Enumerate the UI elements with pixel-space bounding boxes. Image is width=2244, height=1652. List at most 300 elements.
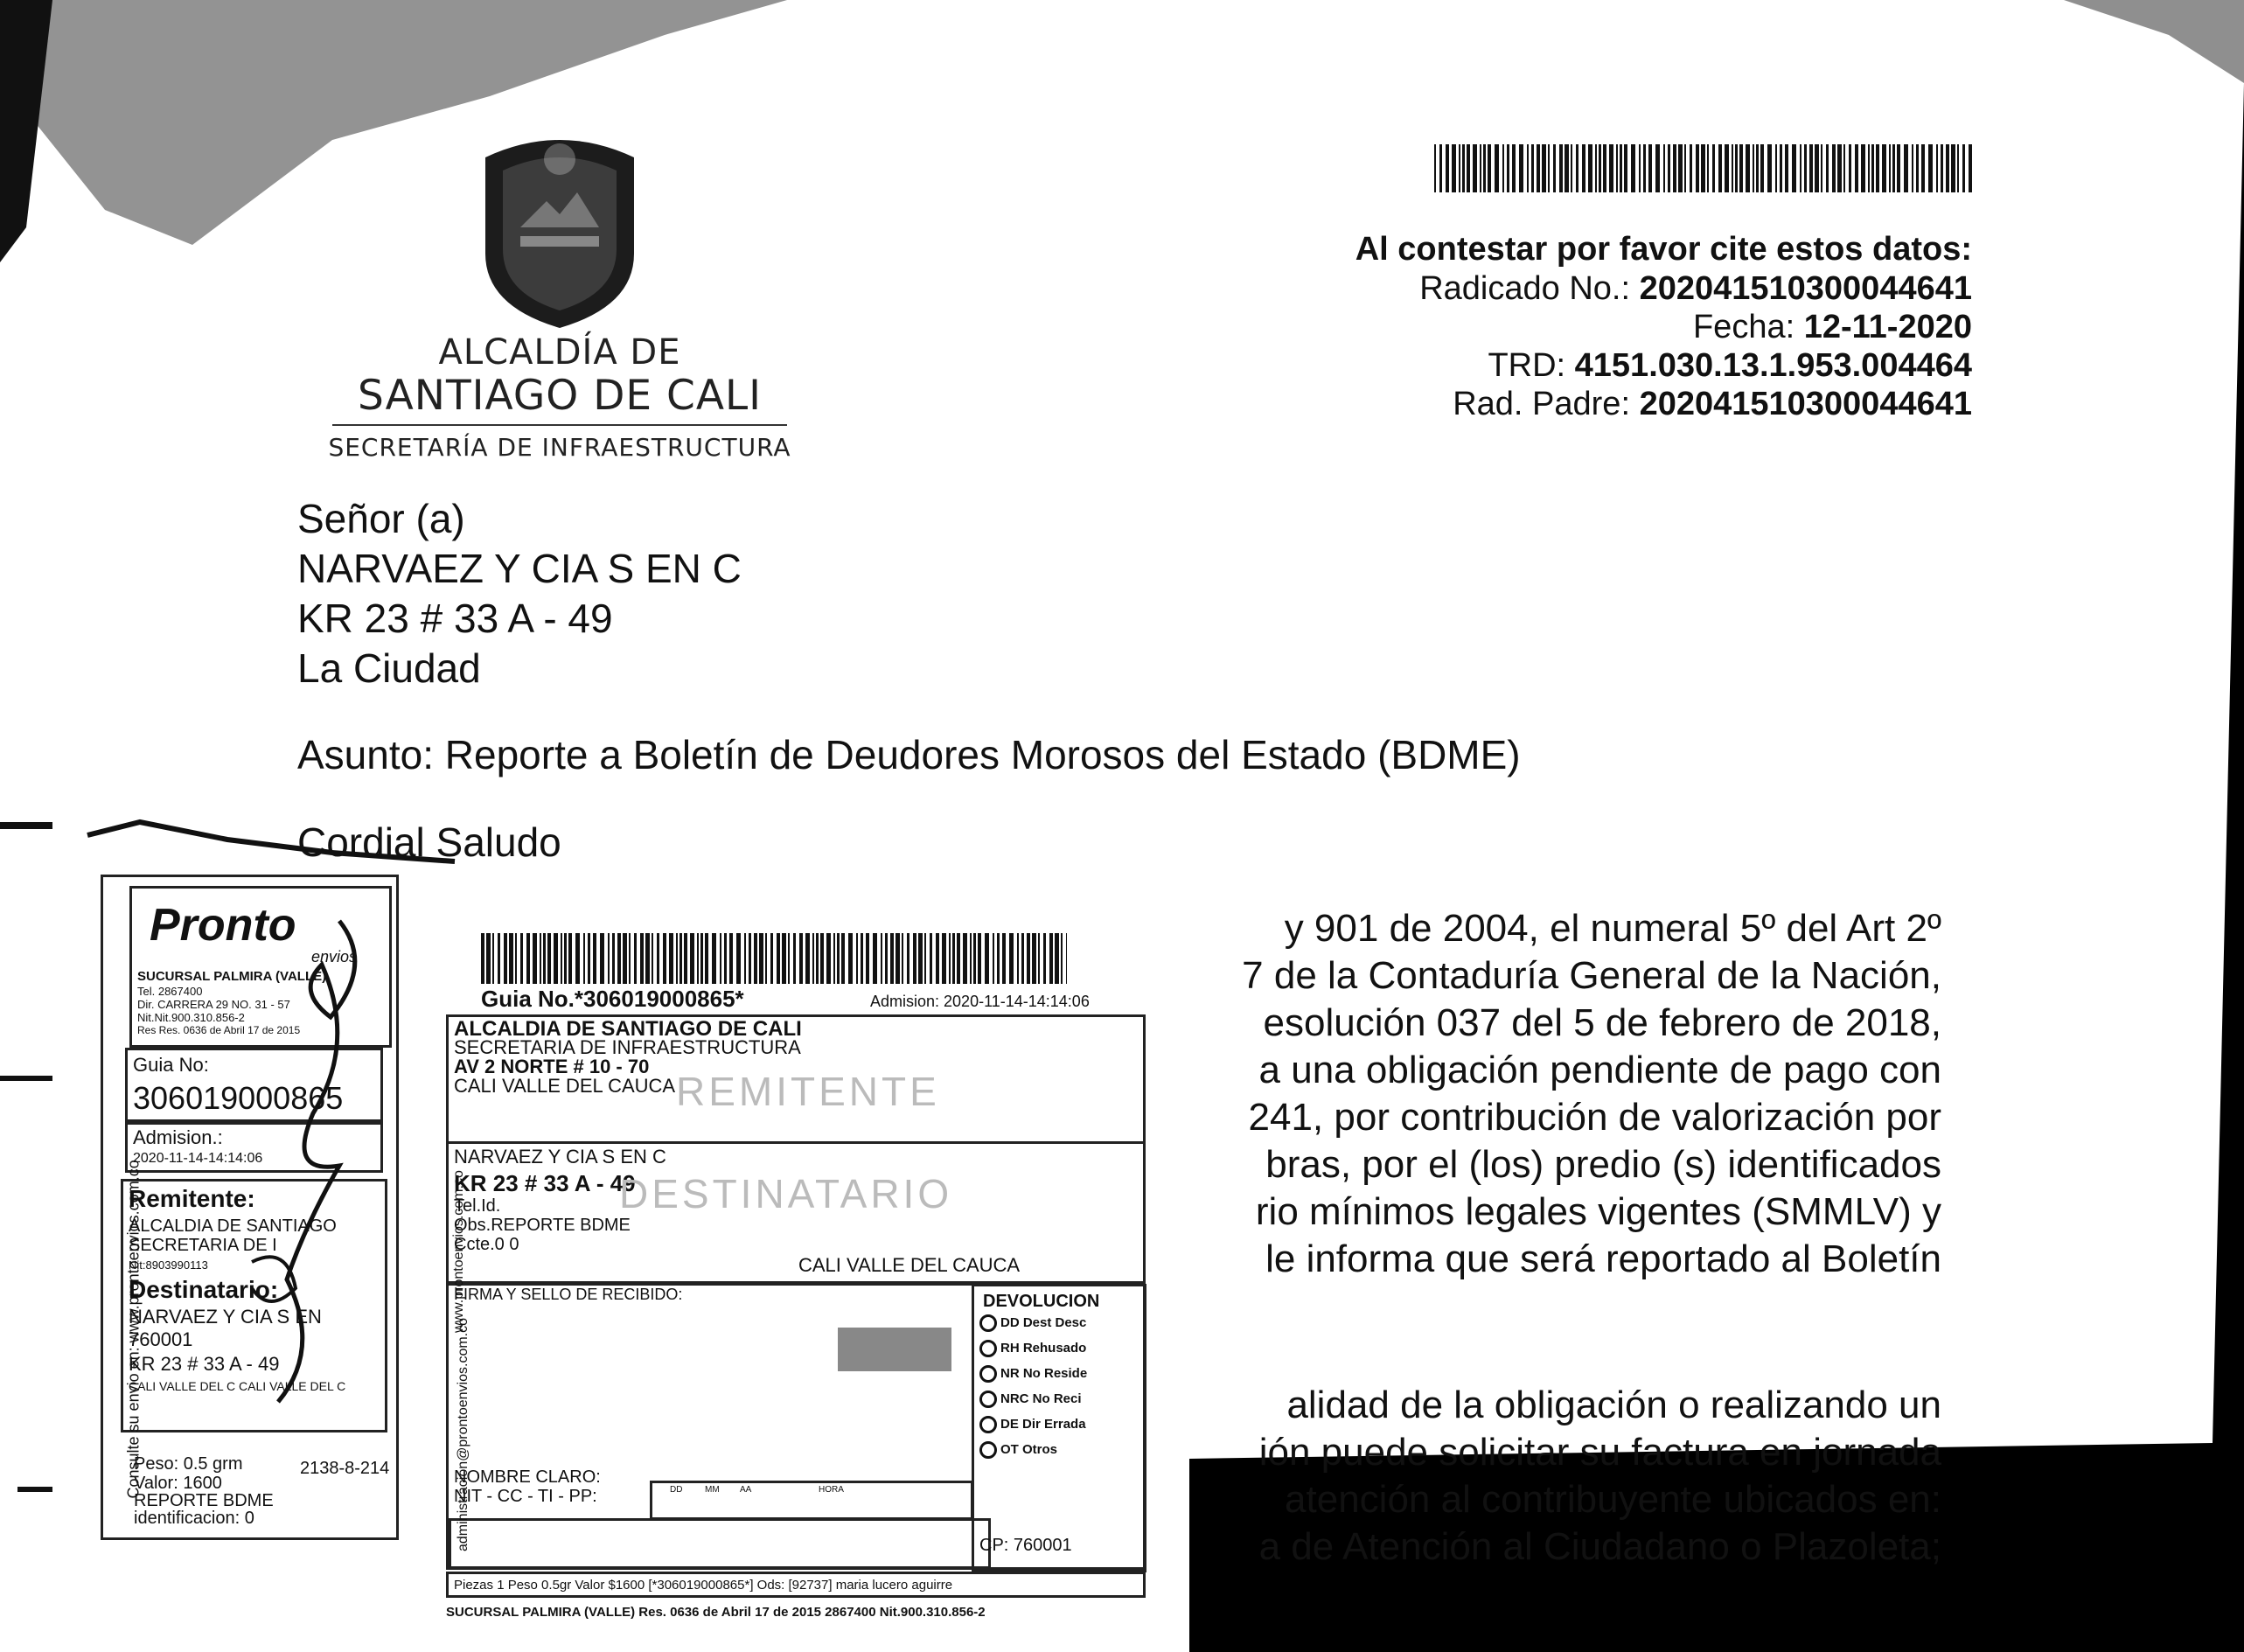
devolucion-option (979, 1340, 1087, 1365)
devolucion-option (979, 1391, 1087, 1416)
body-line: esolución 037 del 5 de febrero de 2018, (1263, 1001, 1941, 1044)
barcode-bar (1678, 144, 1683, 192)
barcode-bar (782, 933, 786, 984)
shipping-label-small (101, 875, 399, 1540)
trd-value: 4151.030.13.1.953.004464 (1574, 347, 1972, 384)
barcode-bar (841, 933, 845, 984)
left-nit: Nit.Nit.900.310.856-2 (137, 1011, 245, 1024)
barcode-bar (554, 933, 558, 984)
barcode-bar (1843, 144, 1845, 192)
date-field (650, 1481, 973, 1520)
barcode-bar (1576, 144, 1578, 192)
barcode-bar (1941, 144, 1943, 192)
barcode-bar (918, 933, 923, 984)
barcode-bar (1663, 144, 1665, 192)
barcode-bar (1452, 144, 1456, 192)
barcode-bar (1009, 933, 1014, 984)
guia-value: 306019000865 (133, 1080, 344, 1116)
devolucion-option (979, 1416, 1087, 1441)
barcode-bar (629, 933, 631, 984)
barcode-bar (816, 933, 819, 984)
barcode-bar (547, 933, 551, 984)
barcode-bar (543, 933, 546, 984)
barcode-bar (1889, 144, 1891, 192)
body-line: rio mínimos legales vigentes (SMMLV) y (1255, 1190, 1941, 1233)
barcode-bar (1868, 144, 1870, 192)
barcode-bar (1969, 144, 1972, 192)
barcode-bar (942, 933, 946, 984)
handwritten-signature (234, 912, 392, 1594)
rem-4: CALI VALLE DEL CAUCA (454, 1075, 676, 1097)
barcode-bar (1712, 144, 1715, 192)
barcode-bar (896, 933, 900, 984)
barcode-bar (1609, 144, 1613, 192)
barcode-bar (833, 933, 835, 984)
rad-padre-label: Rad. Padre: (1453, 386, 1631, 422)
radicado-row (1137, 269, 1972, 308)
barcode-bar (881, 933, 882, 984)
rdest-1: NARVAEZ Y CIA S EN C (454, 1146, 666, 1168)
left-side-text: Consulte su envio en: www.prontoenvios.com.co (124, 1160, 143, 1499)
dd-label: DD (670, 1485, 683, 1495)
barcode-bar (793, 933, 796, 984)
barcode-bar (515, 933, 517, 984)
devolucion-option-label: NR No Reside (1000, 1365, 1088, 1381)
barcode-bar (1785, 144, 1788, 192)
left-dest-4: CALI VALLE DEL C CALI VALLE DEL C (129, 1379, 346, 1393)
barcode-bar (1527, 144, 1529, 192)
barcode-bar (1882, 144, 1886, 192)
barcode-bar (1815, 144, 1819, 192)
barcode-bar (720, 933, 721, 984)
remitente-2: SECRETARIA DE I (129, 1236, 277, 1255)
radicado-value: 202041510300044641 (1639, 270, 1972, 307)
barcode-bar (1725, 144, 1729, 192)
body-line: atención al contribuyente ubicados en: (1285, 1478, 1941, 1521)
nit-label: NIT - CC - TI - PP: (454, 1487, 597, 1506)
barcode-bar (1049, 933, 1053, 984)
barcode-bar (907, 933, 909, 984)
barcode-bar (1673, 144, 1676, 192)
barcode-bar (1837, 144, 1842, 192)
remitente-panel (446, 1014, 1146, 1144)
devolucion-option-label: RH Rehusado (1000, 1340, 1087, 1356)
barcode-bar (1017, 933, 1019, 984)
barcode-bar (997, 933, 1000, 984)
peso-code: 2138-8-214 (300, 1459, 390, 1478)
barcode-bar (1701, 144, 1705, 192)
barcode-bar (1467, 144, 1470, 192)
aa-label: AA (740, 1485, 752, 1495)
barcode-bar (486, 933, 491, 984)
barcode-bar (1826, 144, 1829, 192)
barcode-bar (509, 933, 513, 984)
rem-1: ALCALDIA DE SANTIAGO DE CALI (454, 1017, 802, 1041)
cite-title: Al contestar por favor cite estos datos: (1355, 231, 1972, 268)
barcode-bar (1043, 933, 1046, 984)
barcode-bar (885, 933, 888, 984)
barcode-bar (1027, 933, 1030, 984)
option-circle-icon (979, 1441, 997, 1459)
remitente-nit: Nit:8903990113 (129, 1258, 208, 1272)
destinatario-label: Destinatario: (129, 1276, 279, 1303)
remitente-label: Remitente: (129, 1185, 255, 1212)
trd-label: TRD: (1488, 347, 1566, 384)
cp-label: CP: 760001 (979, 1536, 1072, 1555)
barcode-bar (1565, 144, 1569, 192)
barcode-bar (593, 933, 596, 984)
barcode-bar (1439, 144, 1442, 192)
radicado-label: Radicado No.: (1419, 270, 1631, 307)
barcode-bar (1809, 144, 1813, 192)
barcode-bar (1760, 144, 1764, 192)
barcode-bar (1936, 144, 1938, 192)
subject-text: Reporte a Boletín de Deudores Morosos del Estado (BDME) (444, 732, 1521, 777)
body-paragraph-1 (1172, 905, 1941, 1283)
barcode-bar (1548, 144, 1550, 192)
barcode-bar (799, 933, 803, 984)
barcode-bar (608, 933, 610, 984)
barcode-bar (963, 933, 967, 984)
barcode-bar (561, 933, 562, 984)
admision-value: 2020-11-14-14:14:06 (133, 1151, 263, 1166)
barcode-bar (1502, 144, 1504, 192)
barcode-bar (712, 933, 716, 984)
barcode-bar (1519, 144, 1523, 192)
barcode-bar (1507, 144, 1509, 192)
barcode-bar (540, 933, 541, 984)
brand-logo: Pronto (150, 900, 296, 951)
greeting: Cordial Saludo (297, 819, 561, 865)
barcode-bar (498, 933, 500, 984)
barcode-bar (1804, 144, 1807, 192)
remitente-1: ALCALDIA DE SANTIAGO (129, 1216, 337, 1236)
barcode-bar (1061, 933, 1063, 984)
brand-sub: envios (311, 948, 358, 965)
devolucion-option-label: DD Dest Desc (1000, 1314, 1087, 1330)
barcode-bar (1488, 144, 1491, 192)
barcode-bar (504, 933, 507, 984)
barcode-bar (1696, 144, 1699, 192)
barcode-bar (1800, 144, 1801, 192)
barcode-bar (1767, 144, 1772, 192)
firma-bottom-box (449, 1518, 991, 1569)
identificacion: identificacion: 0 (134, 1509, 254, 1528)
rem-3: AV 2 NORTE # 10 - 70 (454, 1056, 650, 1077)
barcode-bar (697, 933, 699, 984)
barcode-bar (1066, 933, 1067, 984)
devolucion-label: DEVOLUCION (983, 1292, 1100, 1311)
barcode-bar (913, 933, 916, 984)
barcode-bar (1916, 144, 1919, 192)
barcode-bar (1021, 933, 1024, 984)
recipient-salutation: Señor (a) (297, 496, 465, 541)
left-dir: Dir. CARRERA 29 NO. 31 - 57 (137, 998, 290, 1011)
barcode-bar (724, 933, 727, 984)
barcode-bar (657, 933, 659, 984)
entity-divider (332, 424, 787, 426)
recipient-address: KR 23 # 33 A - 49 (297, 596, 613, 641)
barcode-bar (1624, 144, 1627, 192)
barcode-bar (1946, 144, 1949, 192)
devolucion-option (979, 1314, 1087, 1340)
barcode-bar (481, 933, 484, 984)
hora-label: HORA (819, 1485, 844, 1495)
barcode-bar (1928, 144, 1933, 192)
barcode-bar (805, 933, 810, 984)
barcode-bar (1951, 144, 1955, 192)
barcode-bar (985, 933, 989, 984)
barcode-bar (924, 933, 926, 984)
barcode-bar (765, 933, 767, 984)
firma-panel (446, 1281, 1146, 1570)
label-footer: SUCURSAL PALMIRA (VALLE) Res. 0636 de Abril 17 de 2015 2867400 Nit.900.310.856-2 (446, 1605, 986, 1620)
option-circle-icon (979, 1391, 997, 1408)
barcode-bar (1582, 144, 1585, 192)
barcode-bar (970, 933, 972, 984)
barcode-bar (645, 933, 650, 984)
barcode-bar (936, 933, 939, 984)
devolucion-option (979, 1365, 1087, 1391)
left-dest-2: 760001 (129, 1328, 193, 1350)
barcode-bar (949, 933, 951, 984)
barcode-bar (1855, 144, 1858, 192)
barcode-bar (1792, 144, 1796, 192)
barcode-bar (1643, 144, 1646, 192)
barcode-bar (1739, 144, 1743, 192)
barcode-bar (1446, 144, 1449, 192)
barcode-bar (820, 933, 824, 984)
barcode-bar (583, 933, 585, 984)
barcode-bar (575, 933, 580, 984)
barcode-bar (1631, 144, 1635, 192)
rad-padre-row (1137, 385, 1972, 423)
barcode-bar (826, 933, 831, 984)
barcode-bar (676, 933, 678, 984)
barcode-bar (1780, 144, 1782, 192)
barcode-bar (788, 933, 790, 984)
admision-label: Admision.: (133, 1126, 223, 1148)
barcode-bar (564, 933, 567, 984)
barcode-bar (1690, 144, 1692, 192)
barcode-bar (1542, 144, 1546, 192)
barcode-bar (856, 933, 858, 984)
barcode-bar (526, 933, 530, 984)
body-line: alidad de la obligación o realizando un (1286, 1384, 1941, 1426)
barcode-bar (588, 933, 590, 984)
barcode-bar (754, 933, 757, 984)
destinatario-panel (446, 1141, 1146, 1286)
barcode-bar (902, 933, 903, 984)
barcode-bar (679, 933, 682, 984)
barcode-bar (1483, 144, 1486, 192)
barcode-bar (1897, 144, 1900, 192)
rad-padre-value: 202041510300044641 (1639, 386, 1972, 422)
nombre-label: NOMBRE CLARO: (454, 1467, 601, 1487)
barcode-bar (837, 933, 840, 984)
barcode-bar (861, 933, 863, 984)
barcode-bar (1055, 933, 1059, 984)
option-circle-icon (979, 1365, 997, 1383)
barcode-bar (1732, 144, 1733, 192)
body-line: 241, por contribución de valorización por (1248, 1096, 1941, 1139)
barcode-bar (1553, 144, 1556, 192)
barcode-bar (1957, 144, 1959, 192)
piezas-row (446, 1572, 1146, 1598)
barcode-bar (1775, 144, 1777, 192)
barcode-bar (744, 933, 746, 984)
barcode-bar (1038, 933, 1040, 984)
right-side-text-1: www.prontoenvios.com.co (451, 1170, 466, 1333)
left-tel: Tel. 2867400 (137, 985, 203, 998)
rdest-4: Obs.REPORTE BDME (454, 1216, 631, 1235)
barcode-bar (729, 933, 733, 984)
barcode-bar (1861, 144, 1865, 192)
barcode-bar (600, 933, 604, 984)
valor: Valor: 1600 (134, 1474, 222, 1493)
label-barcode-icon (481, 933, 1067, 984)
barcode-bar (1599, 144, 1601, 192)
barcode-bar (533, 933, 537, 984)
barcode-bar (1821, 144, 1822, 192)
barcode-bar (978, 933, 981, 984)
shipping-label-main (411, 914, 1189, 1652)
barcode-bar (1871, 144, 1874, 192)
body-paragraph-2 (1172, 1382, 1941, 1571)
rdest-5: Ccte.0 0 (454, 1235, 519, 1254)
barcode-bar (812, 933, 814, 984)
guia-label: Guia No: (133, 1054, 209, 1076)
barcode-bar (1962, 144, 1965, 192)
barcode-bar (1639, 144, 1641, 192)
barcode-bar (568, 933, 572, 984)
barcode-bar (1603, 144, 1606, 192)
label-admision: Admision: 2020-11-14-14:14:06 (870, 993, 1090, 1010)
piezas-text: Piezas 1 Peso 0.5gr Valor $1600 [*306019000865*] Ods: [92737] maria lucero aguirre (454, 1578, 953, 1593)
left-dest-3: KR 23 # 33 A - 49 (129, 1353, 280, 1375)
barcode-bar (1588, 144, 1592, 192)
entity-line-3: SECRETARÍA DE INFRAESTRUCTURA (328, 433, 791, 462)
barcode-bar (1032, 933, 1036, 984)
body-line: y 901 de 2004, el numeral 5º del Art 2º (1284, 907, 1941, 950)
barcode-bar (640, 933, 644, 984)
devolucion-option (979, 1441, 1087, 1467)
body-line: a de Atención al Ciudadano o Plazoleta; (1258, 1525, 1941, 1568)
barcode-bar (1718, 144, 1722, 192)
barcode-bar (1620, 144, 1622, 192)
rdest-2: KR 23 # 33 A - 49 (454, 1170, 636, 1196)
body-line: le informa que será reportado al Boletín (1265, 1237, 1941, 1280)
barcode-bar (736, 933, 741, 984)
barcode-bar (492, 933, 494, 984)
barcode-bar (1904, 144, 1908, 192)
barcode-bar (1668, 144, 1670, 192)
body-line: 7 de la Contaduría General de la Nación, (1242, 954, 1941, 997)
devolucion-option-label: OT Otros (1000, 1441, 1058, 1457)
barcode-bar (1473, 144, 1477, 192)
label-guia: Guia No.*306019000865* (481, 986, 744, 1012)
barcode-bar (1495, 144, 1499, 192)
barcode-bar (1746, 144, 1750, 192)
barcode-bar (1892, 144, 1895, 192)
barcode-bar (777, 933, 780, 984)
devolucion-option-label: NRC No Reci (1000, 1391, 1082, 1406)
barcode-bar (1753, 144, 1754, 192)
left-res: Res Res. 0636 de Abril 17 de 2015 (137, 1024, 301, 1036)
left-dest-1: NARVAEZ Y CIA S EN (129, 1306, 322, 1328)
city-crest-icon (468, 131, 652, 332)
barcode-bar (634, 933, 637, 984)
barcode-bar (669, 933, 673, 984)
barcode-bar (1648, 144, 1652, 192)
devolucion-box (972, 1284, 1146, 1572)
barcode-bar (652, 933, 653, 984)
mm-label: MM (705, 1485, 720, 1495)
fecha-value: 12-11-2020 (1803, 309, 1972, 345)
barcode-bar (1595, 144, 1597, 192)
barcode-bar (617, 933, 621, 984)
barcode-bar (957, 933, 960, 984)
barcode-bar (848, 933, 853, 984)
destinatario-stamp: DESTINATARIO (619, 1171, 953, 1216)
barcode-bar (1876, 144, 1879, 192)
barcode-bar (1684, 144, 1686, 192)
trd-row (1137, 346, 1972, 385)
rem-2: SECRETARIA DE INFRAESTRUCTURA (454, 1036, 801, 1058)
barcode-bar (1849, 144, 1851, 192)
barcode-bar (1462, 144, 1465, 192)
barcode-bar (1002, 933, 1006, 984)
barcode-bar (1537, 144, 1540, 192)
body-line: a una obligación pendiente de pago con (1258, 1049, 1941, 1091)
barcode-bar (705, 933, 708, 984)
barcode-bar (866, 933, 869, 984)
right-side-text-2: administracion@prontoenvios.com.co (456, 1317, 470, 1551)
recipient-block (297, 494, 742, 694)
barcode-bar (1531, 144, 1534, 192)
devolucion-options (979, 1314, 1087, 1467)
barcode-bar (520, 933, 523, 984)
body-line: ión puede solicitar su factura en jornada (1258, 1431, 1941, 1474)
firma-label: FIRMA Y SELLO DE RECIBIDO: (454, 1286, 683, 1303)
barcode-bar (623, 933, 627, 984)
barcode-bar (952, 933, 955, 984)
option-circle-icon (979, 1314, 997, 1332)
body-line: bras, por el (los) predio (s) identificados (1265, 1143, 1941, 1186)
barcode-bar (1512, 144, 1516, 192)
fecha-label: Fecha: (1692, 309, 1795, 345)
subject-label: Asunto: (297, 732, 434, 777)
barcode-bar (1459, 144, 1460, 192)
barcode-bar (700, 933, 703, 984)
option-circle-icon (979, 1416, 997, 1433)
rdest-city: CALI VALLE DEL CAUCA (798, 1254, 1021, 1276)
barcode-bar (1571, 144, 1572, 192)
barcode-bar (1480, 144, 1481, 192)
barcode-bar (1756, 144, 1759, 192)
barcode-bar (873, 933, 877, 984)
barcode-bar (1655, 144, 1660, 192)
rdest-3: Tel.Id. (454, 1196, 501, 1216)
barcode-bar (1912, 144, 1913, 192)
fecha-row (1137, 308, 1972, 346)
barcode-bar (690, 933, 694, 984)
barcode-bar (1707, 144, 1709, 192)
received-stamp-icon (838, 1328, 951, 1371)
remitente-stamp: REMITENTE (676, 1069, 940, 1114)
entity-line-1: ALCALDÍA DE (438, 332, 681, 373)
recipient-name: NARVAEZ Y CIA S EN C (297, 546, 742, 591)
